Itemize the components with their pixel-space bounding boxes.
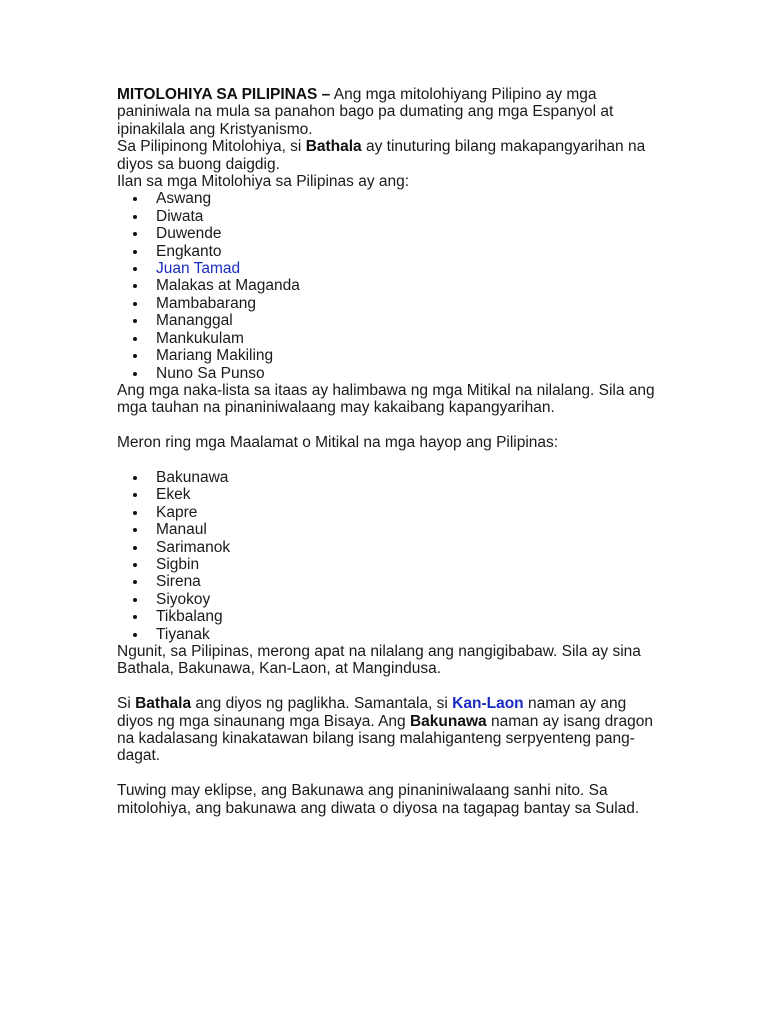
para3-text-3: naman ay ang diyos ng mga sinaunang mga Bisaya. Ang bbox=[117, 695, 627, 730]
list-item: Tiyanak bbox=[117, 626, 657, 643]
kan-laon-link[interactable]: Kan-Laon bbox=[452, 695, 524, 713]
list-item: Aswang bbox=[117, 190, 657, 207]
document-title: MITOLOHIYA SA PILIPINAS – bbox=[117, 86, 331, 103]
list-item: Sirena bbox=[117, 573, 657, 590]
list-item: Sarimanok bbox=[117, 539, 657, 556]
para3-text-2: ang diyos ng paglikha. Samantala, si bbox=[191, 695, 453, 713]
mythical-animals-list bbox=[117, 469, 657, 643]
bakunawa-term: Bakunawa bbox=[409, 712, 487, 730]
list-item: Duwende bbox=[117, 225, 657, 242]
list-item: Siyokoy bbox=[117, 591, 657, 608]
eclipse-paragraph: Tuwing may eklipse, ang Bakunawa ang pinaniniwalaang sanhi nito. Sa mitolohiya, ang bakunawa ang diwata o diyosa na tagapag bantay sa Sulad. bbox=[117, 782, 640, 817]
paragraph-spacer bbox=[117, 765, 657, 782]
para3-text-1: Si bbox=[117, 695, 136, 713]
mythology-list bbox=[117, 190, 657, 381]
supreme-text-before: Sa Pilipinong Mitolohiya, si bbox=[117, 138, 306, 156]
bathala-term: Bathala bbox=[305, 138, 362, 156]
list-item: Nuno Sa Punso bbox=[117, 365, 657, 382]
paragraph-spacer bbox=[117, 417, 657, 434]
list-item: Engkanto bbox=[117, 243, 657, 260]
para3-text-4: naman ay isang dragon na kadalasang kinakatawan bilang isang malahiganteng serpyenteng pang-dagat. bbox=[117, 712, 653, 765]
list-item: Mariang Makiling bbox=[117, 347, 657, 364]
list-item: Bakunawa bbox=[117, 469, 657, 486]
bathala-term: Bathala bbox=[135, 695, 192, 713]
list-item bbox=[117, 260, 657, 277]
list-item: Mankukulam bbox=[117, 330, 657, 347]
list-item: Ekek bbox=[117, 486, 657, 503]
juan-tamad-link[interactable]: Juan Tamad bbox=[156, 260, 241, 278]
list-item: Manaul bbox=[117, 521, 657, 538]
deities-paragraph bbox=[117, 695, 657, 765]
supreme-text-after: ay tinuturing bilang makapangyarihan na diyos sa buong daigdig. bbox=[117, 138, 646, 173]
supreme-deity-paragraph bbox=[117, 138, 657, 173]
list-item: Mananggal bbox=[117, 312, 657, 329]
list-item: Mambabarang bbox=[117, 295, 657, 312]
list-item: Malakas at Maganda bbox=[117, 277, 657, 294]
list1-outro: Ang mga naka-lista sa itaas ay halimbawa ng mga Mitikal na nilalang. Sila ang mga tauhan na pinaniniwalaang may kakaibang kapangyarihan. bbox=[117, 381, 655, 417]
paragraph-spacer bbox=[117, 452, 657, 469]
list1-intro: Ilan sa mga Mitolohiya sa Pilipinas ay ang: bbox=[117, 173, 410, 191]
intro-text: Ang mga mitolohiyang Pilipino ay mga paniniwala na mula sa panahon bago pa dumating ang mga Espanyol at ipinakilala ang Kristyanismo. bbox=[117, 86, 614, 138]
list-item: Diwata bbox=[117, 208, 657, 225]
intro-paragraph bbox=[117, 86, 657, 138]
list-item: Tikbalang bbox=[117, 608, 657, 625]
paragraph-spacer bbox=[117, 678, 657, 695]
list2-intro: Meron ring mga Maalamat o Mitikal na mga hayop ang Pilipinas: bbox=[117, 434, 559, 452]
list-item: Kapre bbox=[117, 504, 657, 521]
document-page bbox=[117, 86, 657, 817]
four-beings-paragraph: Ngunit, sa Pilipinas, merong apat na nilalang ang nangigibabaw. Sila ay sina Bathala, Bakunawa, Kan-Laon, at Mangindusa. bbox=[117, 642, 641, 678]
list-item: Sigbin bbox=[117, 556, 657, 573]
